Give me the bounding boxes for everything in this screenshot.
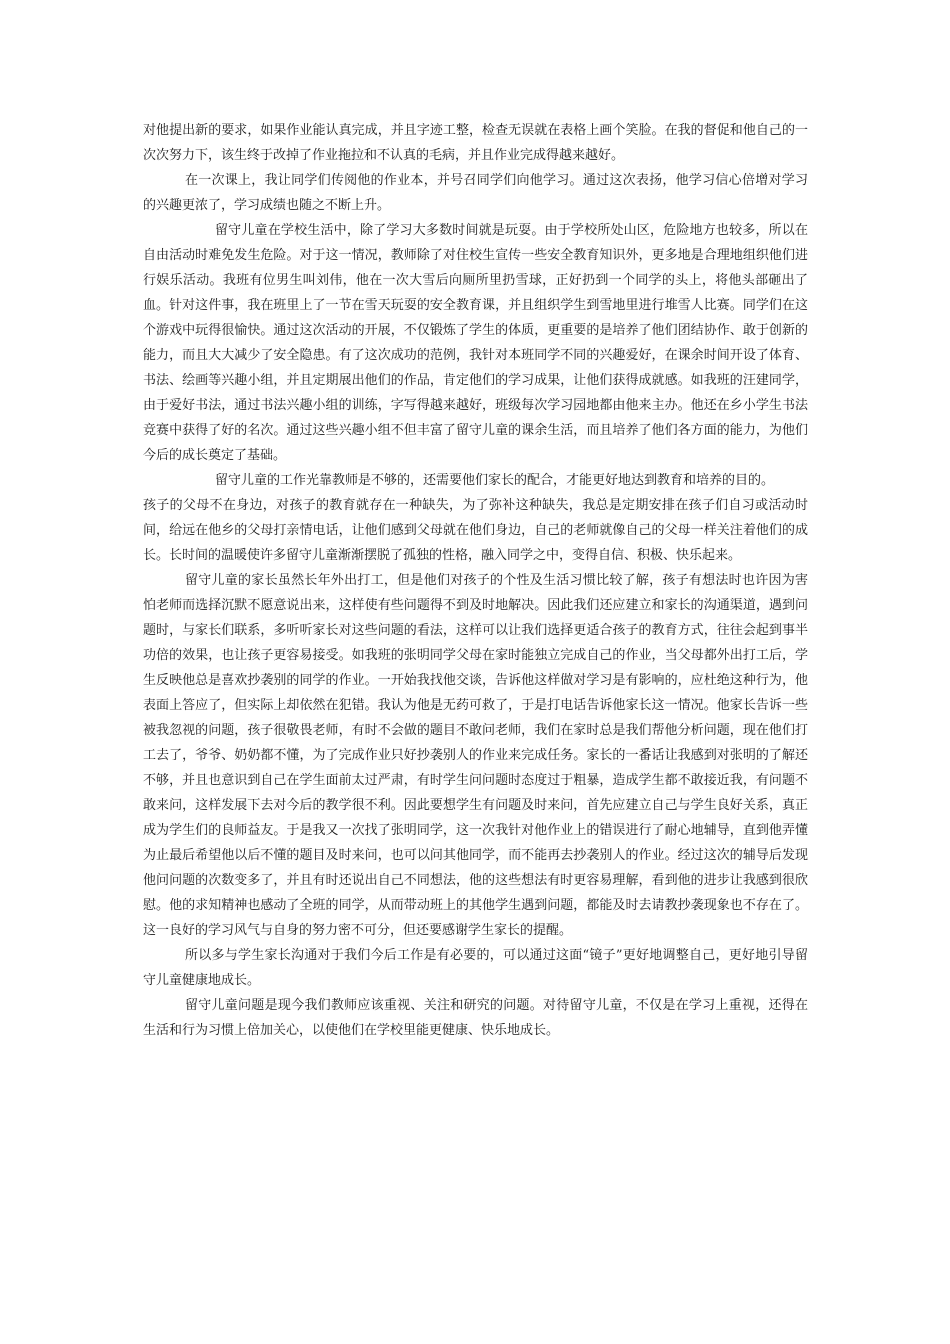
paragraph-final-conclusion: 留守儿童问题是现今我们教师应该重视、关注和研究的问题。对待留守儿童，不仅是在学习上重视，还得在生活和行为习惯上倍加关心，以使他们在学校里能更健康、快乐地成长。 [143, 998, 808, 1038]
paragraph-family-calls: 孩子的父母不在身边，对孩子的教育就存在一种缺失，为了弥补这种缺失，我总是定期安排在孩子们自习或活动时间，给远在他乡的父母打亲情电话，让他们感到父母就在他们身边，自己的老师就像自己的父母一样关注着他们的成长。长时间的温暖使许多留守儿童渐渐摆脱了孤独的性格，融入同学之中，变得自信、积极、快乐起来。 [143, 498, 808, 563]
paragraph-mirror-conclusion: 所以多与学生家长沟通对于我们今后工作是有必要的，可以通过这面“镜子”更好地调整自己，更好地引导留守儿童健康地成长。 [143, 948, 808, 988]
paragraph-parent-communication: 留守儿童的家长虽然长年外出打工，但是他们对孩子的个性及生活习惯比较了解，孩子有想法时也许因为害怕老师而选择沉默不愿意说出来，这样使有些问题得不到及时地解决。因此我们还应建立和家长的沟通渠道，遇到问题时，与家长们联系，多听听家长对这些问题的看法，这样可以让我们选择更适合孩子的教育方式，往往会起到事半功倍的效果，也让孩子更容易接受。如我班的张明同学父母在家时能独立完成自己的作业，当父母都外出打工后，学生反映他总是喜欢抄袭别的同学的作业。一开始我找他交谈，告诉他这样做对学习是有影响的，应杜绝这种行为，他表面上答应了，但实际上却依然在犯错。我认为他是无药可救了，于是打电话告诉他家长这一情况。他家长告诉一些被我忽视的问题，孩子很敬畏老师，有时不会做的题目不敢问老师，我们在家时总是我们帮他分析问题，现在他们打工去了，爷爷、奶奶都不懂，为了完成作业只好抄袭别人的作业来完成任务。家长的一番话让我感到对张明的了解还不够，并且也意识到自己在学生面前太过严肃，有时学生问问题时态度过于粗暴，造成学生都不敢接近我，有问题不敢来问，这样发展下去对今后的教学很不利。因此要想学生有问题及时来问，首先应建立自己与学生良好关系，真正成为学生们的良师益友。于是我又一次找了张明同学，这一次我针对他作业上的错误进行了耐心地辅导，直到他弄懂为止最后希望他以后不懂的题目及时来问，也可以问其他同学，而不能再去抄袭别人的作业。经过这次的辅导后发现他问问题的次数变多了，并且有时还说出自己不同想法，他的这些想法有时更容易理解，看到他的进步让我感到很欣慰。他的求知精神也感动了全班的同学，从而带动班上的其他学生遇到问题，都能及时去请教抄袭现象也不存在了。这一良好的学习风气与自身的努力密不可分，但还要感谢学生家长的提醒。 [143, 573, 808, 938]
paragraph-class-praise: 在一次课上，我让同学们传阅他的作业本，并号召同学们向他学习。通过这次表扬，他学习信心倍增对学习的兴趣更浓了，学习成绩也随之不断上升。 [143, 173, 808, 213]
paragraph-homework-requirement: 对他提出新的要求，如果作业能认真完成，并且字迹工整，检查无误就在表格上画个笑脸。在我的督促和他自己的一次次努力下，该生终于改掉了作业拖拉和不认真的毛病，并且作业完成得越来越好。 [143, 123, 808, 163]
paragraph-parent-cooperation: 留守儿童的工作光靠教师是不够的，还需要他们家长的配合，才能更好地达到教育和培养的目的。 [215, 473, 775, 488]
document-body [143, 118, 808, 1043]
paragraph-safety-activities: 留守儿童在学校生活中，除了学习大多数时间就是玩耍。由于学校所处山区，危险地方也较多，所以在自由活动时难免发生危险。对于这一情况，教师除了对住校生宣传一些安全教育知识外，更多地是合理地组织他们进行娱乐活动。我班有位男生叫刘伟，他在一次大雪后向厕所里扔雪球，正好扔到一个同学的头上，将他头部砸出了血。针对这件事，我在班里上了一节在雪天玩耍的安全教育课，并且组织学生到雪地里进行堆雪人比赛。同学们在这个游戏中玩得很愉快。通过这次活动的开展，不仅锻炼了学生的体质，更重要的是培养了他们团结协作、敢于创新的能力，而且大大减少了安全隐患。有了这次成功的范例，我针对本班同学不同的兴趣爱好，在课余时间开设了体育、书法、绘画等兴趣小组，并且定期展出他们的作品，肯定他们的学习成果，让他们获得成就感。如我班的汪建同学，由于爱好书法，通过书法兴趣小组的训练，字写得越来越好，班级每次学习园地都由他来主办。他还在乡小学生书法竞赛中获得了好的名次。通过这些兴趣小组不但丰富了留守儿童的课余生活，而且培养了他们各方面的能力，为他们今后的成长奠定了基础。 [143, 223, 808, 463]
